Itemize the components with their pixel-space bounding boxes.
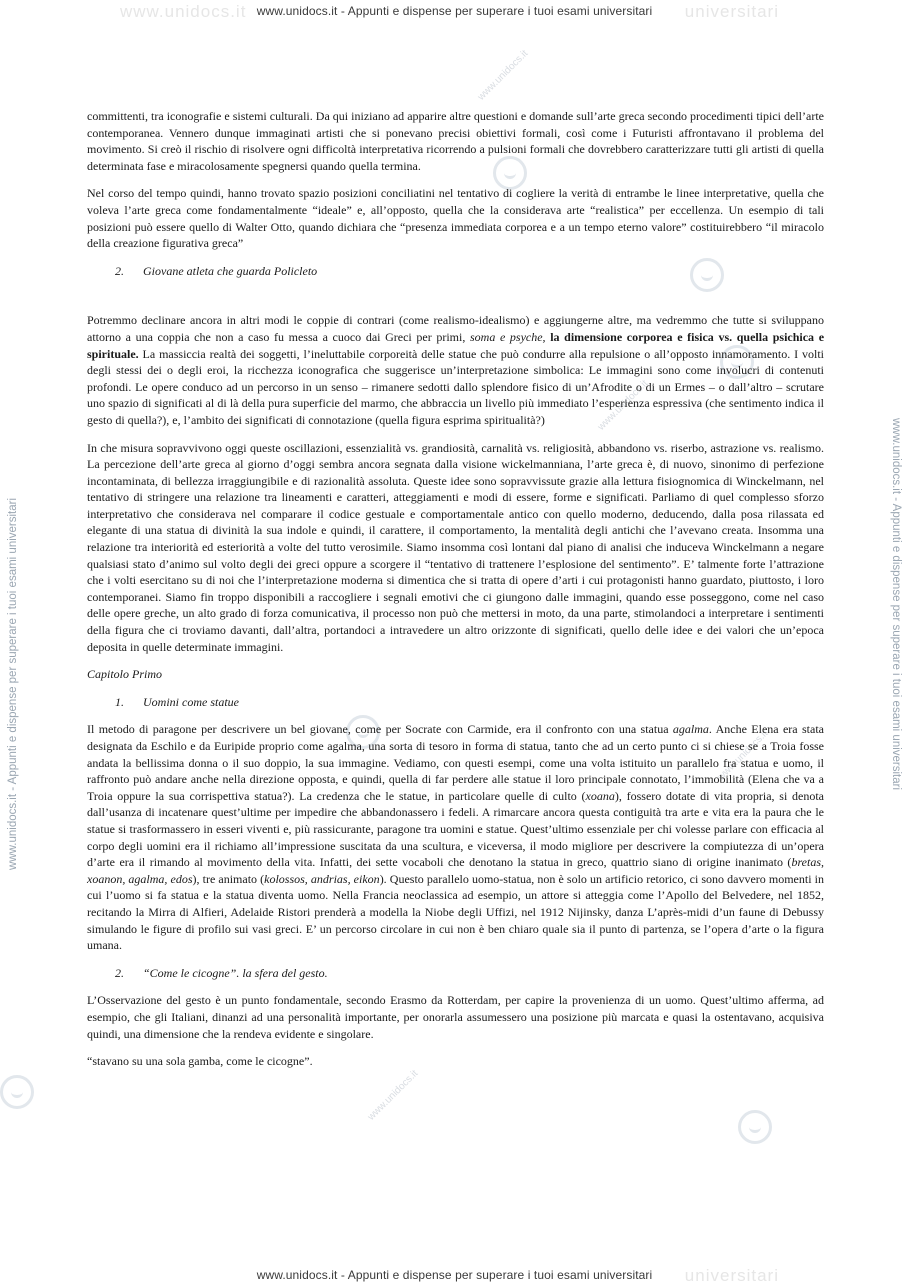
- section-heading: [87, 694, 824, 711]
- bold-text: la dimensione corporea e fisica vs. quella psichica e spirituale.: [87, 329, 825, 361]
- paragraph: L’Osservazione del gesto è un punto fondamentale, secondo Erasmo da Rotterdam, per capire la provenienza di un uomo. Quest’ultimo afferma, ad esempio, che gli Italiani, dinanzi ad una personalità importante, per onorarla assumessero una posizione più marcata e quasi la ostentavano, acquisiva quindi, una dimensione che la rendeva evidente e singolare.: [87, 993, 824, 1041]
- section-heading: [87, 965, 824, 982]
- emphasis: kolossos, andrias, eikon: [264, 871, 380, 886]
- text-run: . Anche Elena era stata designata da Eschilo e da Euripide proprio come agalma, una sorta di tesoro in forma di statua, tanto che ad un certo punto ci si chiese se a Troia fosse andata la bellissima donna o il suo doppio, la sua immagine. Vediamo, con questi esempi, come una volta istituito un parallelo fra statua e uomo, il raffronto può andare anche nella direzione opposta, e quindi, quella di far perdere alle statue il loro principale connotato, l’immobilità (Elena che va a Troia oppure la sua corrispettiva statua?). La credenza che le statue, in particolare quelle di culto (: [87, 722, 824, 803]
- paragraph: In che misura sopravvivono oggi queste oscillazioni, essenzialità vs. grandiosità, carnalità vs. religiosità, abbandono vs. riserbo, astrazione vs. realismo. La percezione dell’arte greca al giorno d’oggi sembra ancora segnata dalla visione wickelmanniana, l’arte greca è, di nuovo, sinonimo di perfezione incontaminata, di bellezza irraggiungibile e di razionalità assoluta. Queste idee sono sopravvissute grazie alla lettura fisiognomica di Winckelmann, nel tentativo di stringere una relazione tra lineamenti e caratteri, atteggiamenti e modi di essere, forme e significati. Parliamo di quel complesso sforzo interpretativo che considerava nel comparare il codice gestuale e comportamentale antico con quello moderno, deducendo, dalla posa rilassata ed elegante di una statua di divinità la sua indole e quindi, il carattere, il comportamento, la mentalità degli antichi che l’avevano creata. Insomma una relazione tra interiorità ed esteriorità a volte del tutto verosimile. Siamo insomma così lontani dal piano di analisi che induceva Winckelmann a negare qualsiasi stato d’animo sul volto degli dei greci oppure a scorgere il “tentativo di trattenere l’esplosione del sentimento”. E’ talmente forte l’attrazione che i volti esercitano su di noi che l’interpretazione moderna si dimentica che si tratta di opere d’arti i cui protagonisti hanno guardato, piuttosto, i loro contemporanei. Siamo fin troppo disponibili a raccogliere i segnali emotivi che ci giungono dalle immagini, quando esse posseggono, come nel caso delle opere greche, un alto grado di forza comunicativa, il processo non può che mettersi in moto, da una parte, stimolandoci a interpretare i sentimenti della figura che ci troviamo davanti, dall’altra, portandoci a intravedere un altro orizzonte di significati, quello delle idee e dei valori che un’epoca deposita in quelle determinate immagini.: [87, 440, 824, 654]
- document-body: [87, 108, 824, 1081]
- diagonal-watermark: www.unidocs.it: [595, 378, 651, 433]
- text-run: Il metodo di paragone per descrivere un bel giovane, come per Socrate con Carmide, era il confronto con una statua: [87, 722, 673, 737]
- watermark-logo-icon: [0, 1075, 34, 1109]
- section-title: Uomini come statue: [143, 694, 239, 709]
- diagonal-watermark: www.unidocs.it: [365, 1068, 421, 1123]
- section-number: 2.: [115, 965, 124, 980]
- emphasis: soma e psyche,: [469, 329, 546, 344]
- emphasis: bretas, xoanon, agalma, edos: [87, 855, 824, 886]
- section-number: 2.: [115, 263, 124, 278]
- watermark-logo-icon: [738, 1110, 772, 1144]
- paragraph: [87, 721, 824, 953]
- text-run: ). Questo parallelo uomo-statua, non è solo un artificio retorico, ci sono davvero momenti in cui l’uomo si fa statua e la statua diventa uomo. Nella Francia neoclassica ad esempio, un attore si atteggia come l’Apollo del Belvedere, nel 1852, recitando la Mirra di Alfieri, Adelaide Ristori prenderà a modella la Niobe degli Uffizi, nel 1912 Nijinsky, danza L’après-midi d’un faune di Debussy simulando le figure di profilo sui vasi greci. E’ un percorso circolare in cui non è ben chiaro quale sia il punto di partenza, se l’opera d’arte o la figura umana.: [87, 871, 824, 953]
- paragraph: committenti, tra iconografie e sistemi culturali. Da qui iniziano ad apparire altre questioni e domande sull’arte greca secondo procedimenti tipici dell’arte contemporanea. Vennero dunque immaginati artisti che si ponevano precisi obiettivi formali, così come i Futuristi affrontavano il problema del movimento. Si creò il rischio di risolvere ogni difficoltà interpretativa ricorrendo a pulsioni formali che dovrebbero caratterizzare tutti gli artisti di quella determinata fase e miracolosamente spegnersi quando quella termina.: [87, 109, 824, 173]
- footer-banner: [0, 1266, 909, 1285]
- text-run: ), fossero dotate di vita propria, si denota dall’usanza di incatenare quest’ultime per impedire che abbandonassero i fedeli. A rimarcare ancora questa contiguità tra arte e vita era la paura che le statue si trasformassero in esseri viventi e, più rassicurante, paragone tra uomini e statue. Quest’ultimo essenziale per chi volesse parlare con efficacia al corpo degli uomini era il richiamo all’impressione suscitata da una scultura, e viceversa, il modo migliore per descrivere la compiutezza di un’opera d’arte era il rimando al movimento della vita. Infatti, dei sette vocaboli che denotano la statua in greco, quattrio siano di origine inanimato (: [87, 788, 824, 870]
- section-title: Giovane atleta che guarda Policleto: [143, 263, 318, 278]
- paragraph: Nel corso del tempo quindi, hanno trovato spazio posizioni conciliatini nel tentativo di cogliere la verità di entrambe le linee interpretative, quella che voleva l’arte greca come fondamentalmente “ideale” e, all’opposto, quella che la considerava arte “realistica” per eccellenza. Un esempio di tali posizioni può essere quello di Walter Otto, quando dichiara che “presenza immediata corporea e a un tempo eterno valore” costituirebbero “il miracolo della creazione figurativa greca”: [87, 186, 824, 251]
- emphasis: agalma: [672, 722, 709, 737]
- banner-ghost-right: universitari: [684, 2, 779, 21]
- footer-banner-text: www.unidocs.it - Appunti e dispense per superare i tuoi esami universitari: [256, 1268, 653, 1282]
- footer-ghost-right: universitari: [684, 1266, 779, 1285]
- header-banner: [0, 2, 909, 21]
- header-banner-text: www.unidocs.it - Appunti e dispense per superare i tuoi esami universitari: [256, 4, 653, 18]
- paragraph: [87, 312, 824, 428]
- emphasis: xoana: [585, 788, 615, 803]
- quote: “stavano su una sola gamba, come le cicogne”.: [87, 1054, 313, 1069]
- text-run: ), tre animato (: [192, 871, 265, 886]
- section-heading: [87, 263, 824, 280]
- diagonal-watermark: www.unidocs.it: [715, 728, 771, 783]
- section-title: “Come le cicogne”. la sfera del gesto.: [143, 965, 328, 980]
- chapter-title: Capitolo Primo: [87, 667, 163, 682]
- banner-ghost-left: www.unidocs.it: [120, 2, 247, 21]
- right-side-watermark: www.unidocs.it - Appunti e dispense per superare i tuoi esami universitari: [890, 418, 902, 791]
- left-side-watermark: www.unidocs.it - Appunti e dispense per superare i tuoi esami universitari: [7, 497, 19, 870]
- diagonal-watermark: www.unidocs.it: [475, 48, 531, 103]
- section-number: 1.: [115, 694, 124, 709]
- text-run: Potremmo declinare ancora in altri modi le coppie di contrari (come realismo-idealismo) e aggiungerne altre, ma vedremmo che tutte si sviluppano attorno a una coppia che non a caso fu messa a cuoco dai Greci per primi,: [87, 313, 824, 344]
- spacer: [87, 290, 824, 312]
- text-run: La massiccia realtà dei soggetti, l’ineluttabile corporeità delle statue che può condurre alla repulsione o all’opposto innamoramento. I volti degli stessi dei o degli eroi, la ricchezza iconografica che suggerisce un’interpretazione simbolica: Le immagini sono come involucri di contenuti profondi. Le opere conduco ad un percorso in un senso – rimanere sedotti dallo splendore fisico di un’Afrodite o di un Ermes – o dall’altro – scrutare uno spazio di significati al di là della pura superficie del marmo, che abbraccia un livello più immediato l’esperienza espressiva (che sentimento indica il gesto di quella?), e, l’ambito dei significati di connotazione (quella figura esprima spiritualità?): [87, 346, 824, 427]
